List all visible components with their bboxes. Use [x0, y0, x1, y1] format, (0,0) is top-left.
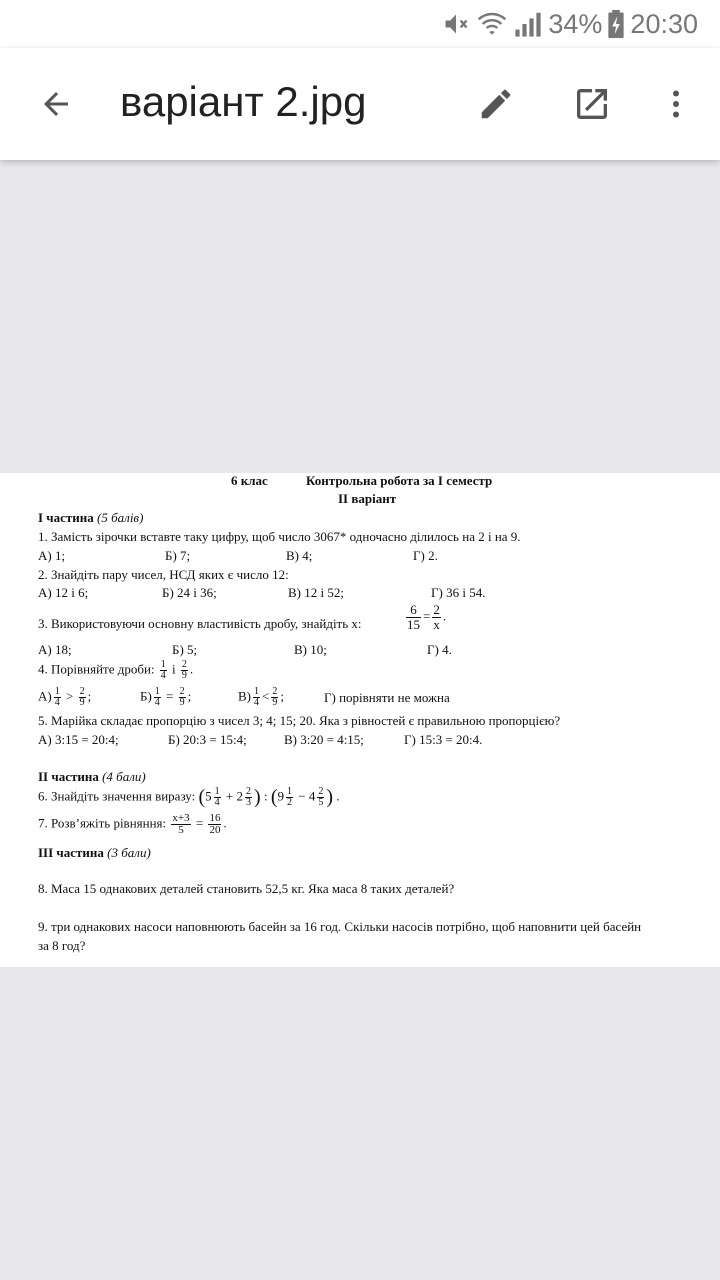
q3-option-c: В) 10; [294, 642, 327, 657]
wifi-icon [476, 10, 508, 38]
status-bar [0, 0, 720, 48]
document-image [0, 473, 720, 967]
q1-option-a: А) 1; [38, 548, 66, 563]
q5-option-b: Б) 20:3 = 15:4; [168, 732, 247, 747]
question-7: 7. Розв’яжіть рівняння: $\frac{x+3}{5}$ = $\frac{16}{20}$ . [38, 812, 227, 836]
part1-heading: I частина (5 балів) [38, 510, 144, 525]
question-1: 1. Замість зірочки вставте таку цифру, щоб число 3067* одночасно ділилось на 2 і на 9. [38, 529, 521, 544]
q2-option-c: В) 12 і 52; [288, 585, 344, 600]
question-5: 5. Марійка складає пропорцію з чисел 3; 4; 15; 20. Яка з рівностей є правильною пропорцією? [38, 713, 561, 728]
header-title: Контрольна робота за I семестр [306, 473, 493, 488]
q2-option-a: А) 12 і 6; [38, 585, 89, 600]
battery-charging-icon [608, 10, 624, 38]
status-icons [442, 6, 698, 42]
more-vert-icon [658, 86, 694, 122]
more-options-button[interactable] [648, 76, 704, 132]
signal-icon [514, 10, 542, 38]
q4-option-c: В) $\frac{1}{4}$ < $\frac{2}{9}$ ; [238, 686, 284, 708]
header-grade: 6 клас [231, 473, 268, 488]
question-4: 4. Порівняйте дроби: $\frac{1}{4}$ і $\frac{2}{9}$ . [38, 659, 194, 681]
q4-option-b: Б) $\frac{1}{4}$ = $\frac{2}{9}$ ; [140, 686, 192, 708]
file-title: варіант 2.jpg [120, 78, 367, 125]
q1-option-b: Б) 7; [165, 548, 191, 563]
back-arrow-icon [38, 86, 74, 122]
mute-icon [442, 10, 470, 38]
question-2: 2. Знайдіть пару чисел, НСД яких є число 12: [38, 567, 289, 582]
q5-option-d: Г) 15:3 = 20:4. [404, 732, 483, 747]
back-button[interactable] [28, 76, 84, 132]
q2-option-b: Б) 24 і 36; [162, 585, 217, 600]
q3-option-a: А) 18; [38, 642, 72, 657]
question-9-line-2: за 8 год? [38, 938, 86, 953]
q4-option-d: Г) порівняти не можна [324, 690, 450, 705]
battery-percent: 34% [548, 8, 603, 39]
clock: 20:30 [630, 8, 698, 39]
q1-option-c: В) 4; [286, 548, 313, 563]
open-external-button[interactable] [564, 76, 620, 132]
q1-option-d: Г) 2. [413, 548, 438, 563]
app-bar [0, 48, 720, 160]
question-3: 3. Використовуючи основну властивість дробу, знайдіть х: [38, 616, 362, 631]
q3-option-d: Г) 4. [427, 642, 452, 657]
question-8: 8. Маса 15 однакових деталей становить 52,5 кг. Яка маса 8 таких деталей? [38, 881, 455, 896]
part2-heading: II частина (4 бали) [38, 769, 146, 784]
q2-option-d: Г) 36 і 54. [431, 585, 486, 600]
q5-option-a: А) 3:15 = 20:4; [38, 732, 119, 747]
part3-heading: III частина (3 бали) [38, 845, 151, 860]
edit-button[interactable] [468, 76, 524, 132]
question-6: 6. Знайдіть значення виразу: (5 $\frac{1}{4}$ + 2 $\frac{2}{3}$ ) : (9 $\frac{1}{2}$ − 4 $\frac{2}{5}$ ) . [38, 786, 340, 808]
header-variant: II варіант [338, 491, 397, 506]
q3-equation: $\frac{6}{15}$ = $\frac{2}{x}$ . [407, 602, 447, 632]
q5-option-c: В) 3:20 = 4:15; [284, 732, 364, 747]
q4-option-a: А) $\frac{1}{4}$ > $\frac{2}{9}$ ; [38, 686, 92, 708]
open-in-new-icon [572, 84, 612, 124]
q3-option-b: Б) 5; [172, 642, 198, 657]
pencil-icon [477, 85, 515, 123]
question-9-line-1: 9. три однакових насоси наповнюють басейн за 16 год. Скільки насосів потрібно, щоб наповнити цей басейн [38, 919, 642, 934]
